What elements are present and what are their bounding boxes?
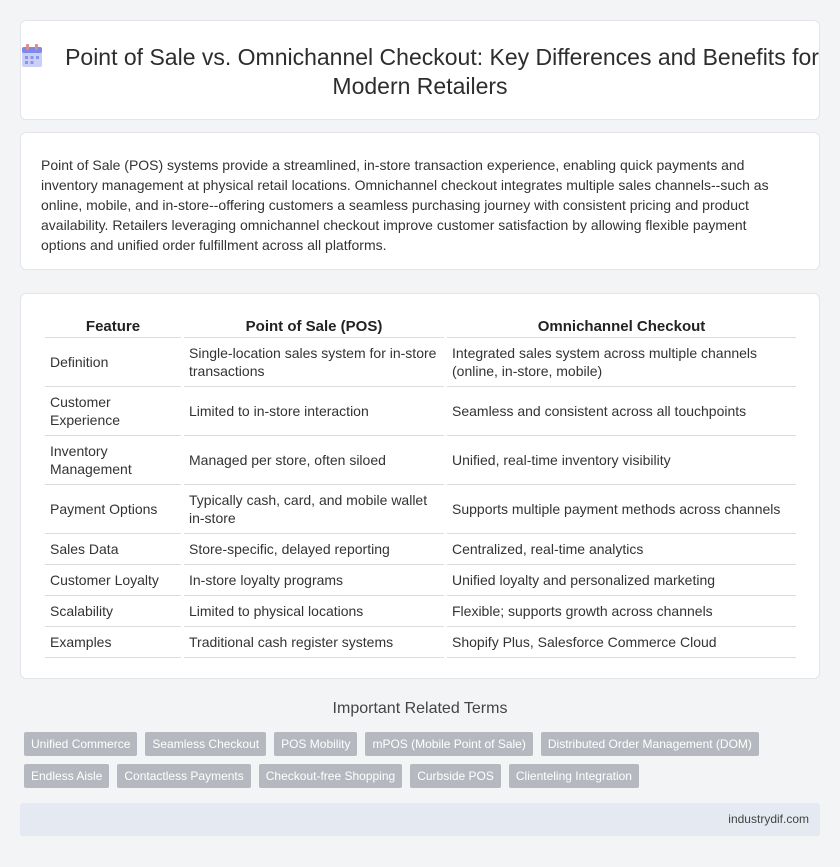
tag-contactless-payments[interactable]: Contactless Payments <box>117 764 250 788</box>
feature-cell: Payment Options <box>45 485 181 534</box>
tag-clienteling-integration[interactable]: Clienteling Integration <box>509 764 639 788</box>
related-terms-heading: Important Related Terms <box>332 700 508 717</box>
tag-mpos[interactable]: mPOS (Mobile Point of Sale) <box>365 732 532 756</box>
feature-cell: Scalability <box>45 596 181 627</box>
feature-cell: Customer Experience <box>45 387 181 436</box>
calendar-icon <box>21 44 43 68</box>
omnichannel-cell: Supports multiple payment methods across channels <box>447 485 796 534</box>
intro-paragraph: Point of Sale (POS) systems provide a streamlined, in-store transaction experience, enabling quick payments and inventory management at physical retail locations. Omnichannel checkout integrates multiple sales channels--such as online, mobile, and in-store--offering customers a seamless purchasing journey with consistent pricing and product availability. Retailers leveraging omnichannel checkout improve customer satisfaction by allowing flexible payment options and unified order fulfillment across all platforms. <box>41 157 769 253</box>
tag-curbside-pos[interactable]: Curbside POS <box>410 764 501 788</box>
table-row <box>45 387 796 436</box>
tag-row <box>24 732 804 756</box>
pos-cell: Traditional cash register systems <box>184 627 444 658</box>
tag-pos-mobility[interactable]: POS Mobility <box>274 732 357 756</box>
pos-cell: Limited to in-store interaction <box>184 387 444 436</box>
header-feature: Feature <box>45 316 181 338</box>
header-omnichannel: Omnichannel Checkout <box>447 316 796 338</box>
tag-seamless-checkout[interactable]: Seamless Checkout <box>145 732 266 756</box>
omnichannel-cell: Seamless and consistent across all touchpoints <box>447 387 796 436</box>
tag-endless-aisle[interactable]: Endless Aisle <box>24 764 109 788</box>
comparison-card <box>20 293 820 679</box>
tag-distributed-order-management[interactable]: Distributed Order Management (DOM) <box>541 732 759 756</box>
intro-card <box>20 132 820 270</box>
related-tags <box>24 732 804 796</box>
pos-cell: Managed per store, often siloed <box>184 436 444 485</box>
feature-cell: Sales Data <box>45 534 181 565</box>
comparison-table <box>42 316 799 658</box>
page-title: Point of Sale vs. Omnichannel Checkout: Key Differences and Benefits for Modern Retailers <box>65 44 819 99</box>
page-title-wrap <box>21 43 819 101</box>
pos-cell: Limited to physical locations <box>184 596 444 627</box>
omnichannel-cell: Centralized, real-time analytics <box>447 534 796 565</box>
omnichannel-cell: Unified, real-time inventory visibility <box>447 436 796 485</box>
omnichannel-cell: Flexible; supports growth across channels <box>447 596 796 627</box>
header-pos: Point of Sale (POS) <box>184 316 444 338</box>
omnichannel-cell: Integrated sales system across multiple channels (online, in-store, mobile) <box>447 338 796 387</box>
feature-cell: Customer Loyalty <box>45 565 181 596</box>
table-row <box>45 627 796 658</box>
omnichannel-cell: Unified loyalty and personalized marketing <box>447 565 796 596</box>
tag-unified-commerce[interactable]: Unified Commerce <box>24 732 137 756</box>
tag-checkout-free-shopping[interactable]: Checkout-free Shopping <box>259 764 402 788</box>
table-header-row <box>45 316 796 338</box>
feature-cell: Examples <box>45 627 181 658</box>
table-row <box>45 338 796 387</box>
footer-bar <box>20 803 820 836</box>
feature-cell: Definition <box>45 338 181 387</box>
table-row <box>45 436 796 485</box>
footer-site-link[interactable]: industrydif.com <box>728 812 809 826</box>
table-row <box>45 596 796 627</box>
table-row <box>45 534 796 565</box>
omnichannel-cell: Shopify Plus, Salesforce Commerce Cloud <box>447 627 796 658</box>
title-card <box>20 20 820 120</box>
table-row <box>45 485 796 534</box>
tag-row <box>24 764 804 788</box>
table-row <box>45 565 796 596</box>
feature-cell: Inventory Management <box>45 436 181 485</box>
pos-cell: Single-location sales system for in-store transactions <box>184 338 444 387</box>
pos-cell: In-store loyalty programs <box>184 565 444 596</box>
pos-cell: Store-specific, delayed reporting <box>184 534 444 565</box>
pos-cell: Typically cash, card, and mobile wallet in-store <box>184 485 444 534</box>
